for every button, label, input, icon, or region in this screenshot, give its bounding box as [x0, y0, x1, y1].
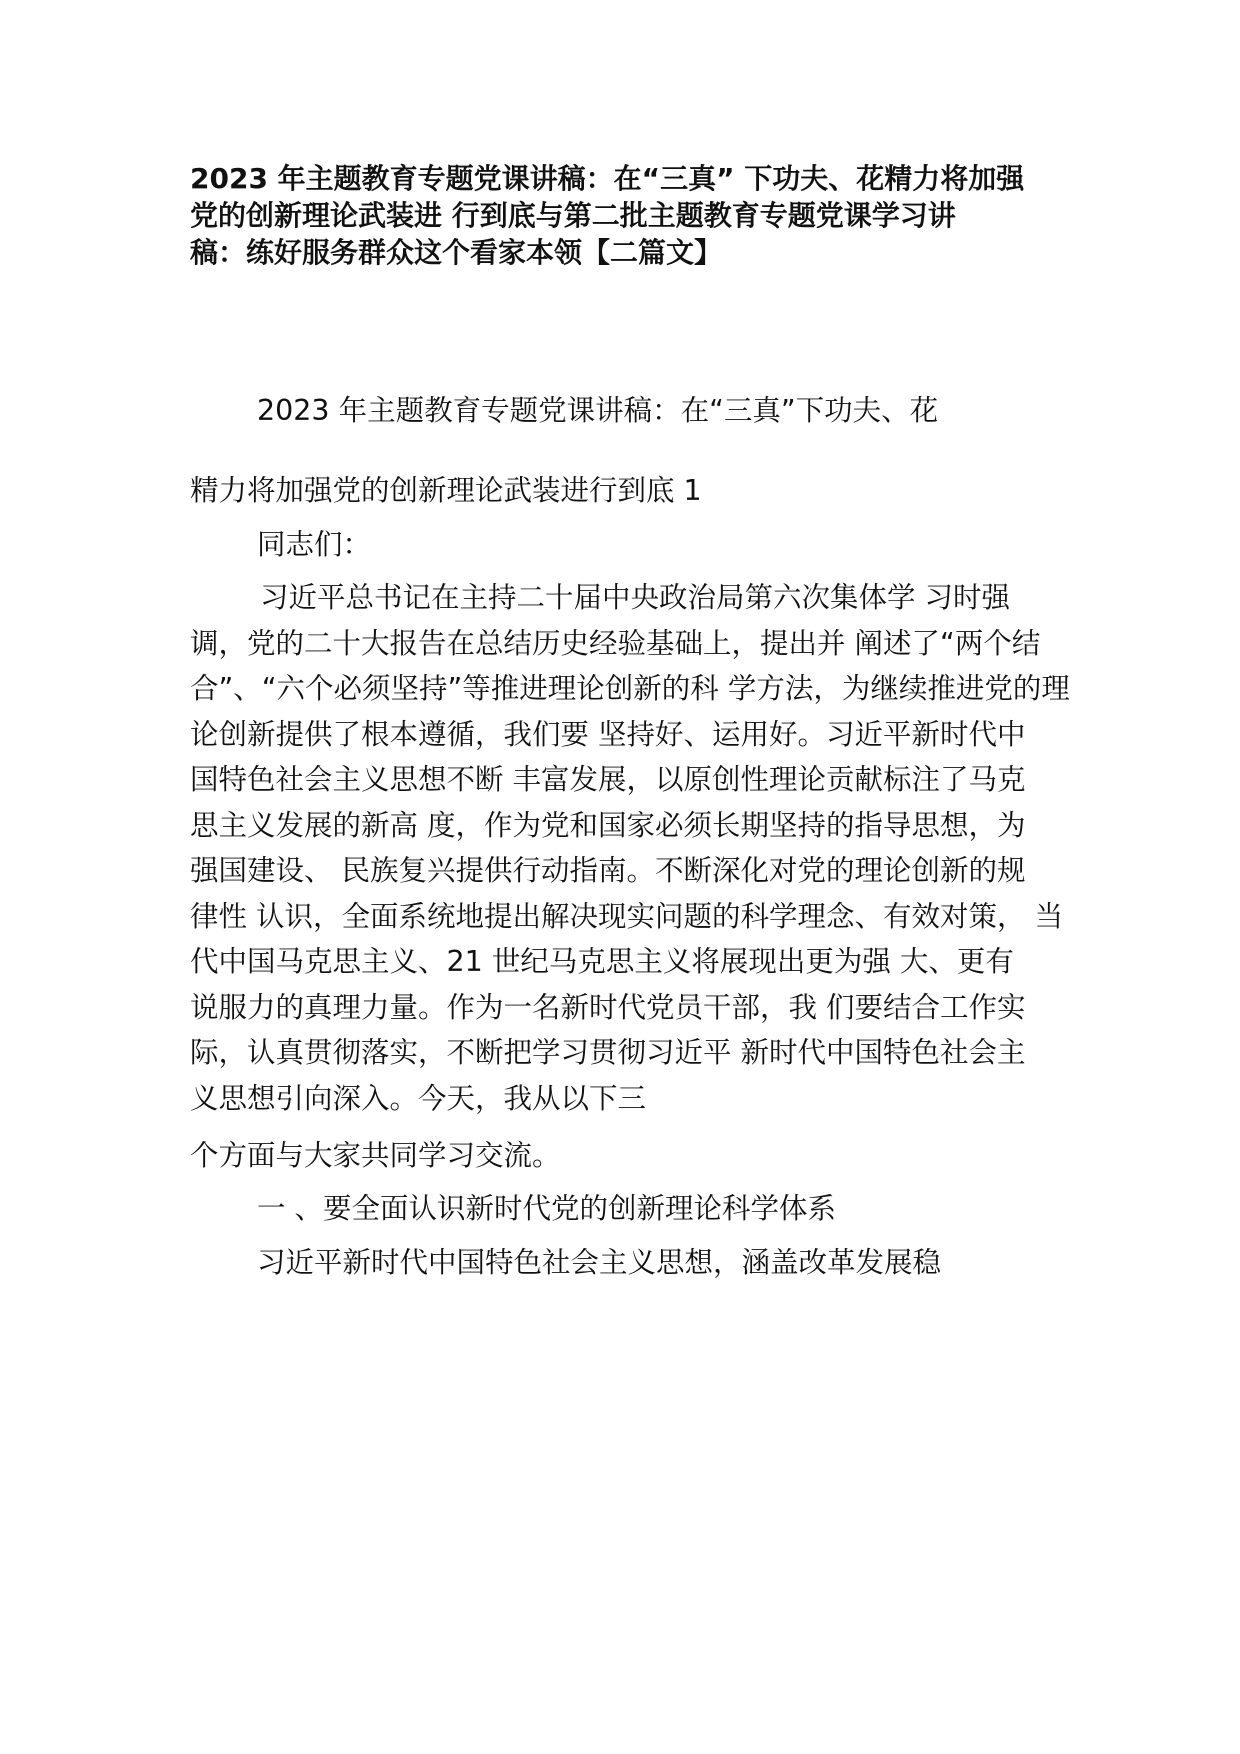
- title-line: 2023 年主题教育专题党课讲稿：在“三真” 下功夫、花精力将加强: [190, 162, 1025, 195]
- paragraph-line: 调，党的二十大报告在总结历史经验基础上，提出并 阐述了“两个结: [190, 626, 1041, 660]
- paragraph-line: 律性 认识，全面系统地提出解决现实问题的科学理念、有效对策， 当: [190, 899, 1064, 933]
- paragraph-line: 思主义发展的新高 度，作为党和国家必须长期坚持的指导思想，为: [190, 808, 1026, 842]
- title-line: 稿：练好服务群众这个看家本领【二篇文】: [190, 236, 723, 269]
- greeting: 同志们：: [257, 528, 372, 561]
- paragraph-line: 义思想引向深入。今天，我从以下三: [190, 1081, 647, 1115]
- paragraph-line: 说服力的真理力量。作为一名新时代党员干部，我 们要结合工作实: [190, 990, 1026, 1024]
- paragraph-line: 际，认真贯彻落实，不断把学习贯彻习近平 新时代中国特色社会主: [190, 1036, 1026, 1069]
- paragraph-line: 代中国马克思主义、21 世纪马克思主义将展现出更为强 大、更有: [190, 945, 1014, 978]
- paragraph-tail: 个方面与大家共同学习交流。: [190, 1139, 561, 1172]
- paragraph-line: 合”、“六个必须坚持”等推进理论创新的科 学方法，为继续推进党的理: [190, 672, 1070, 705]
- subtitle-line: 精力将加强党的创新理论武装进行到底 1: [190, 474, 702, 507]
- paragraph-line: 国特色社会主义思想不断 丰富发展，以原创性理论贡献标注了马克: [190, 763, 1026, 796]
- section-heading: 一 、要全面认识新时代党的创新理论科学体系: [257, 1192, 837, 1225]
- body-paragraph: [190, 575, 1070, 1121]
- document-title: [190, 160, 1080, 271]
- subtitle-line: 2023 年主题教育专题党课讲稿：在“三真”下功夫、花: [257, 394, 939, 427]
- section-first-line: 习近平新时代中国特色社会主义思想，涵盖改革发展稳: [257, 1246, 942, 1279]
- paragraph-line: 强国建设、 民族复兴提供行动指南。不断深化对党的理论创新的规: [190, 854, 1026, 887]
- title-line: 党的创新理论武装进 行到底与第二批主题教育专题党课学习讲: [190, 199, 956, 232]
- paragraph-line: 习近平总书记在主持二十届中央政治局第六次集体学 习时强: [260, 581, 1011, 614]
- paragraph-line: 论创新提供了根本遵循，我们要 坚持好、运用好。习近平新时代中: [190, 717, 1026, 751]
